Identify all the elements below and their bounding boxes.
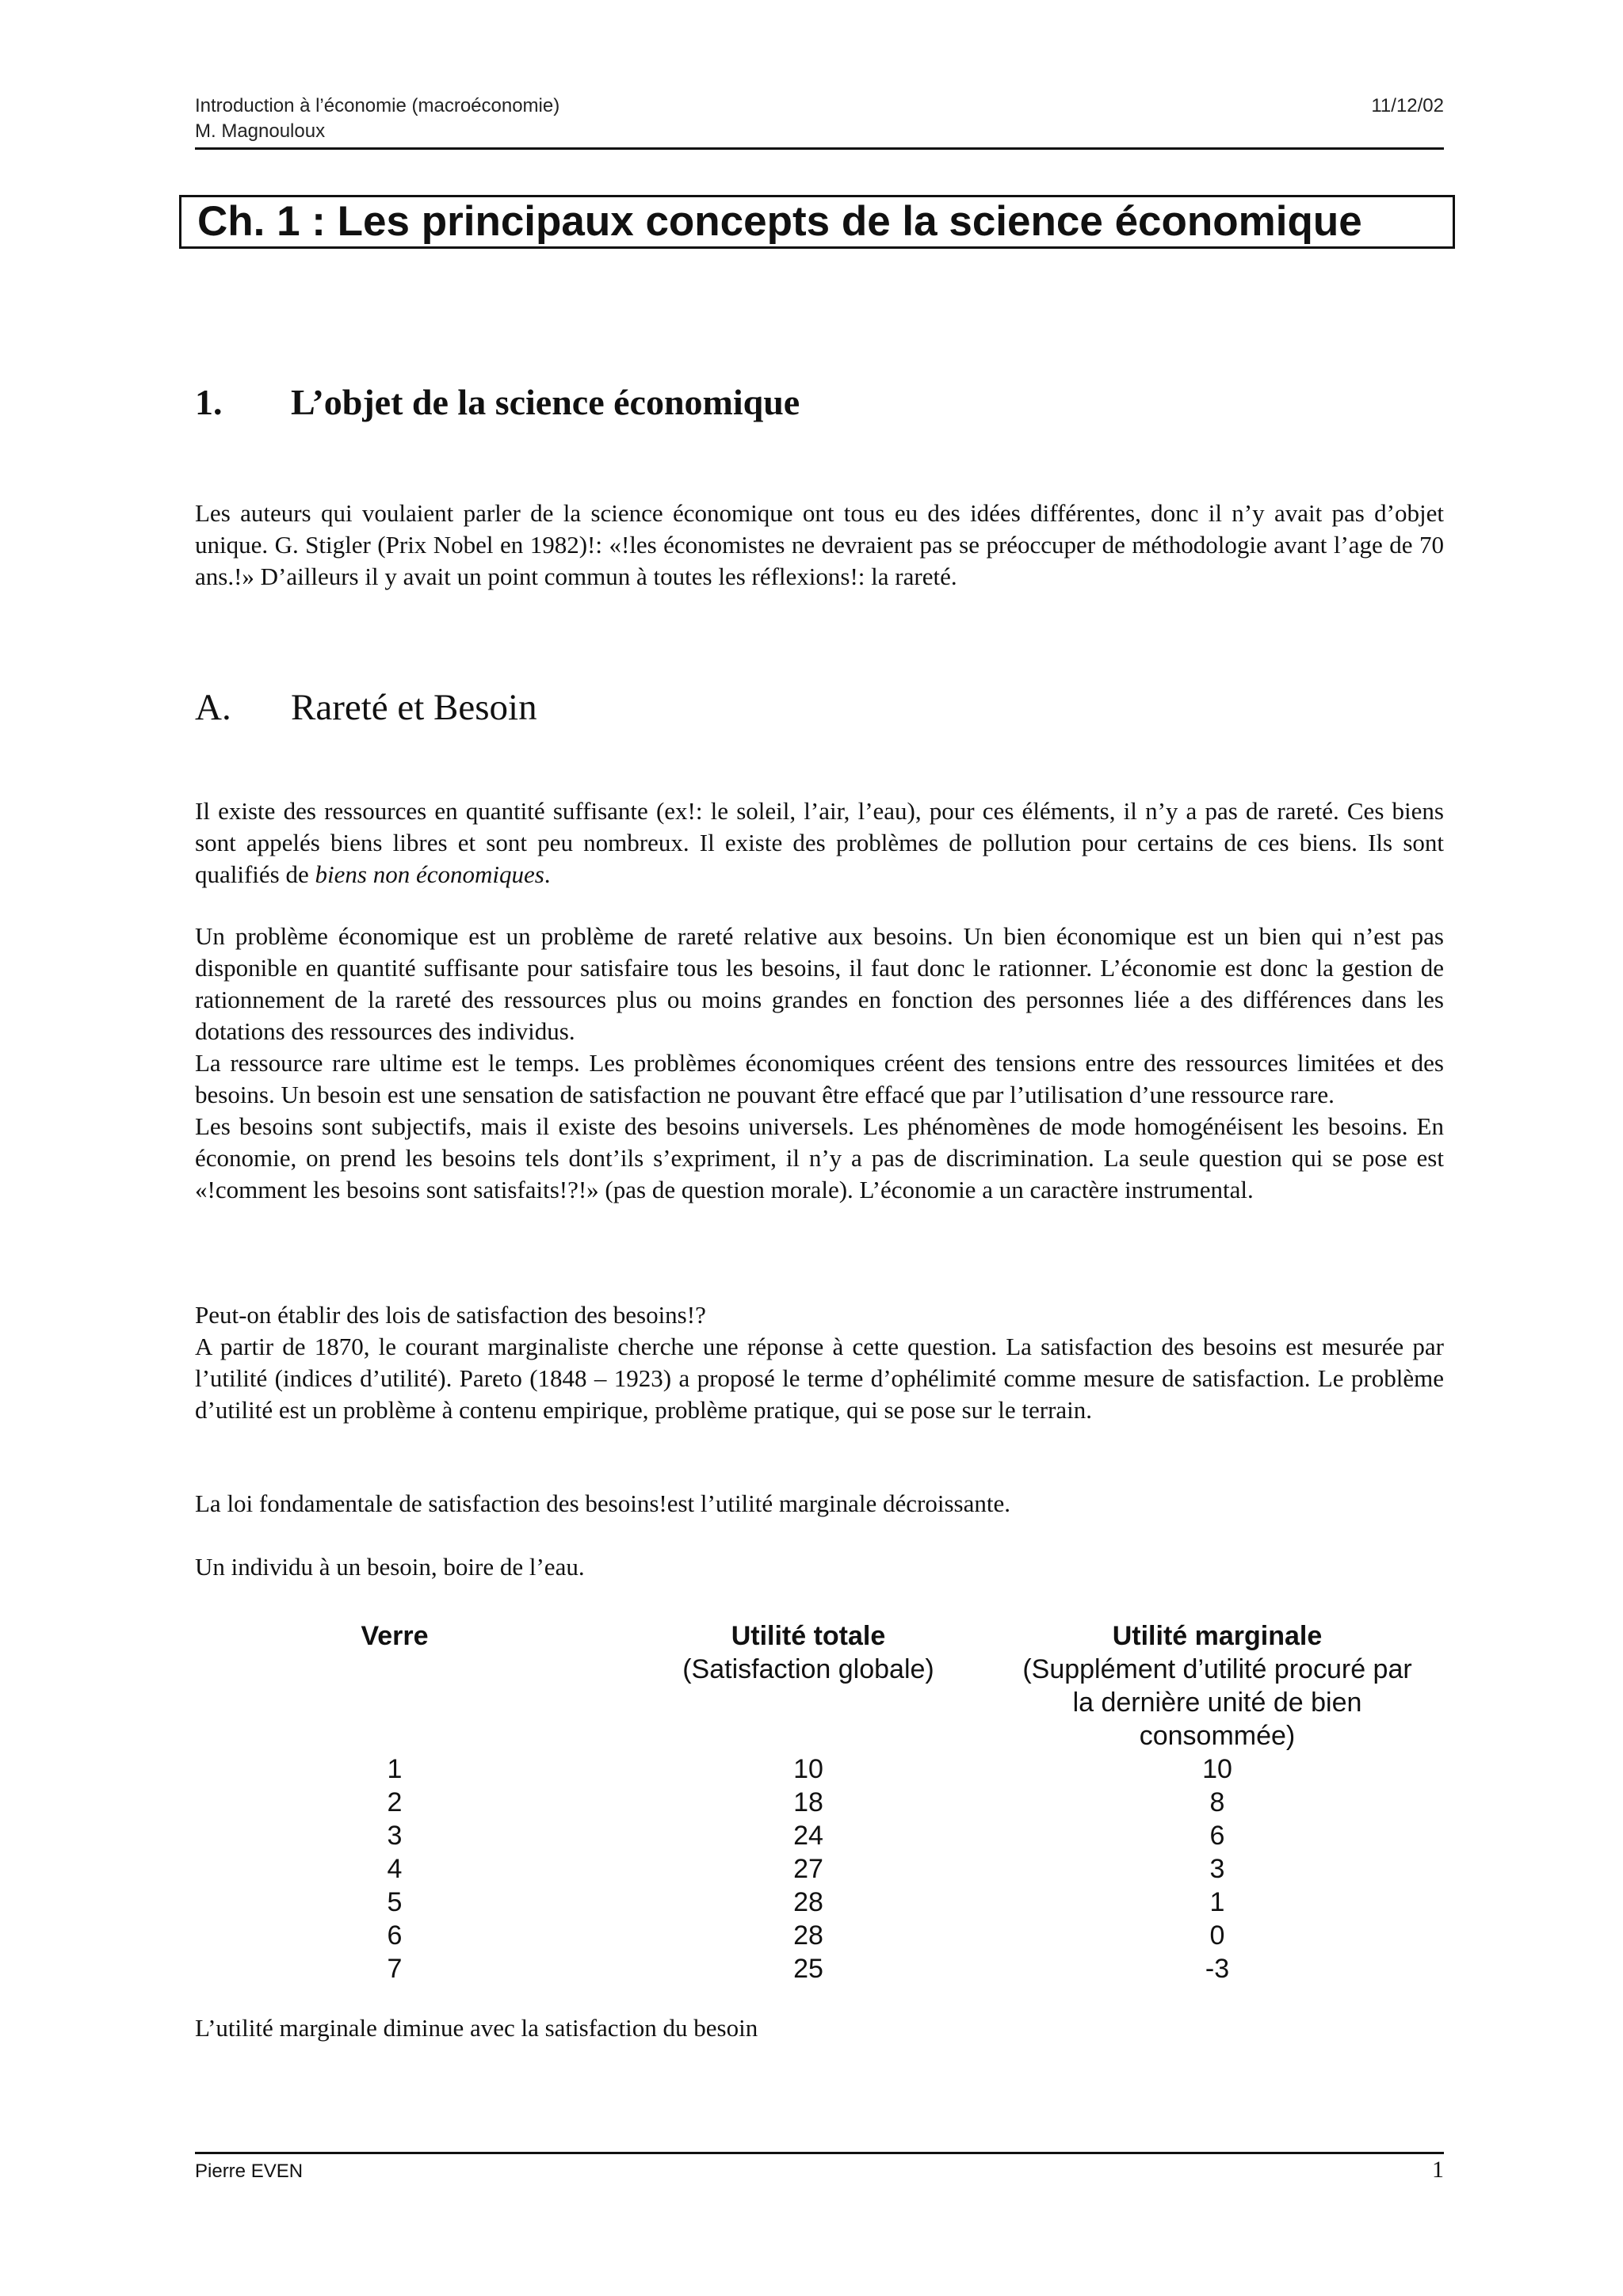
table-row (195, 1952, 1444, 1985)
header-utilite-totale: Utilité totale (Satisfaction globale) (682, 1621, 934, 1684)
page-number: 1 (1432, 2157, 1444, 2183)
paragraph-individu: Un individu à un besoin, boire de l’eau. (195, 1553, 585, 1581)
paragraph-marginaliste: A partir de 1870, le courant marginaliste cherche une réponse à cette question. La satisfaction des besoins est mesurée par l’utilité (indices d’utilité). Pareto (1848 – 1923) a proposé le terme d’ophélimité comme mesure de satisfaction. Le problème d’utilité est un problème à contenu empirique, problème pratique, qui se pose sur le terrain. (195, 1333, 1444, 1424)
header-date: 11/12/02 (1371, 95, 1444, 116)
footer-author: Pierre EVEN (195, 2161, 304, 2182)
paragraph-loi: La loi fondamentale de satisfaction des besoins!est l’utilité marginale décroissante. (195, 1489, 1010, 1517)
p1-text: Il existe des ressources en quantité suffisante (ex!: le soleil, l’air, l’eau), pour ces éléments, il n’y a pas de rareté. Ces biens sont appelés biens libres et sont peu nombreux. Il existe des problèmes de pollution pour certains de ces biens. Ils sont qualifiés de (195, 797, 1444, 888)
subsection-title: Rareté et Besoin (291, 687, 537, 728)
cell-utilite-marginale: 6 (1209, 1821, 1225, 1851)
cell-verre: 6 (387, 1920, 403, 1951)
paragraph-subjectifs: Les besoins sont subjectifs, mais il existe des besoins universels. Les phénomènes de mode homogénéisent les besoins. En économie, on prend les besoins tels dont’ils s’expriment, il n’y a pas de discrimination. La seule question qui se pose est «!comment les besoins sont satisfaits!?!» (pas de question morale). L’économie a un caractère instrumental. (195, 1112, 1444, 1203)
intro-paragraph (195, 498, 1444, 593)
cell-verre: 3 (387, 1821, 403, 1851)
cell-utilite-marginale: 10 (1202, 1754, 1232, 1784)
table-row (195, 1753, 1444, 1786)
header-divider (195, 147, 1444, 150)
cell-utilite-marginale: 3 (1209, 1854, 1225, 1884)
table-row (195, 1819, 1444, 1852)
cell-utilite-totale: 24 (793, 1821, 823, 1851)
cell-utilite-totale: 10 (793, 1754, 823, 1784)
subsection-letter: A. (195, 687, 231, 728)
utility-table (195, 1619, 1444, 1985)
paragraph-rarete: Un problème économique est un problème de rareté relative aux besoins. Un bien économique est un bien qui n’est pas disponible en quantité suffisante pour satisfaire tous les besoins, il faut donc le rationner. L’économie est donc la gestion de rationnement de la rareté des ressources plus ou moins grandes en fonction des personnes liée a des différences dans les dotations des ressources des individus. (195, 922, 1444, 1045)
cell-utilite-totale: 27 (793, 1854, 823, 1884)
header-verre: Verre (361, 1621, 429, 1651)
cell-verre: 4 (387, 1854, 403, 1884)
table-row (195, 1786, 1444, 1819)
cell-utilite-marginale: -3 (1205, 1954, 1230, 1984)
table-header (195, 1619, 1444, 1753)
cell-verre: 2 (387, 1787, 403, 1817)
section-heading-1 (195, 379, 800, 426)
subsection-heading-a (195, 684, 537, 731)
page-footer (195, 2157, 1444, 2183)
p1-end: . (544, 860, 551, 888)
cell-utilite-marginale: 1 (1209, 1887, 1225, 1917)
paragraph-temps: La ressource rare ultime est le temps. Les problèmes économiques créent des tensions entre des ressources limitées et des besoins. Un besoin est une sensation de satisfaction ne pouvant être effacé que par l’utilisation d’une ressource rare. (195, 1049, 1444, 1108)
cell-verre: 7 (387, 1954, 403, 1984)
table-row (195, 1919, 1444, 1952)
intro-text: Les auteurs qui voulaient parler de la science économique ont tous eu des idées différentes, donc il n’y avait pas d’objet unique. G. Stigler (Prix Nobel en 1982)!: «!les économistes ne devraient pas se préoccuper de méthodologie avant l’age de 70 ans.!» D’ailleurs il y avait un point commun à toutes les réflexions!: la rareté. (195, 499, 1444, 590)
table-row (195, 1852, 1444, 1886)
footer-divider (195, 2152, 1444, 2154)
table-body (195, 1753, 1444, 1985)
chapter-title: Ch. 1 : Les principaux concepts de la science économique (179, 195, 1455, 249)
paragraph-block-besoins (195, 921, 1444, 1206)
cell-verre: 1 (387, 1754, 403, 1784)
page-header (195, 93, 1444, 144)
section-title: L’objet de la science économique (291, 382, 800, 422)
header-course: Introduction à l’économie (macroéconomie) (195, 95, 560, 116)
conclusion-paragraph: L’utilité marginale diminue avec la satisfaction du besoin (195, 2014, 758, 2042)
paragraph-biens-libres (195, 795, 1444, 891)
p1-emphasis: biens non économiques (315, 860, 544, 888)
cell-utilite-totale: 28 (793, 1887, 823, 1917)
paragraph-block-lois (195, 1299, 1444, 1426)
section-number: 1. (195, 382, 223, 422)
cell-verre: 5 (387, 1887, 403, 1917)
cell-utilite-marginale: 0 (1209, 1920, 1225, 1951)
cell-utilite-totale: 18 (793, 1787, 823, 1817)
header-author: M. Magnouloux (195, 120, 326, 142)
header-utilite-marginale: Utilité marginale (Supplément d’utilité procuré par la dernière unité de bien consommée) (1022, 1621, 1412, 1751)
cell-utilite-totale: 28 (793, 1920, 823, 1951)
cell-utilite-totale: 25 (793, 1954, 823, 1984)
paragraph-question: Peut-on établir des lois de satisfaction des besoins!? (195, 1301, 706, 1329)
cell-utilite-marginale: 8 (1209, 1787, 1225, 1817)
table-row (195, 1886, 1444, 1919)
